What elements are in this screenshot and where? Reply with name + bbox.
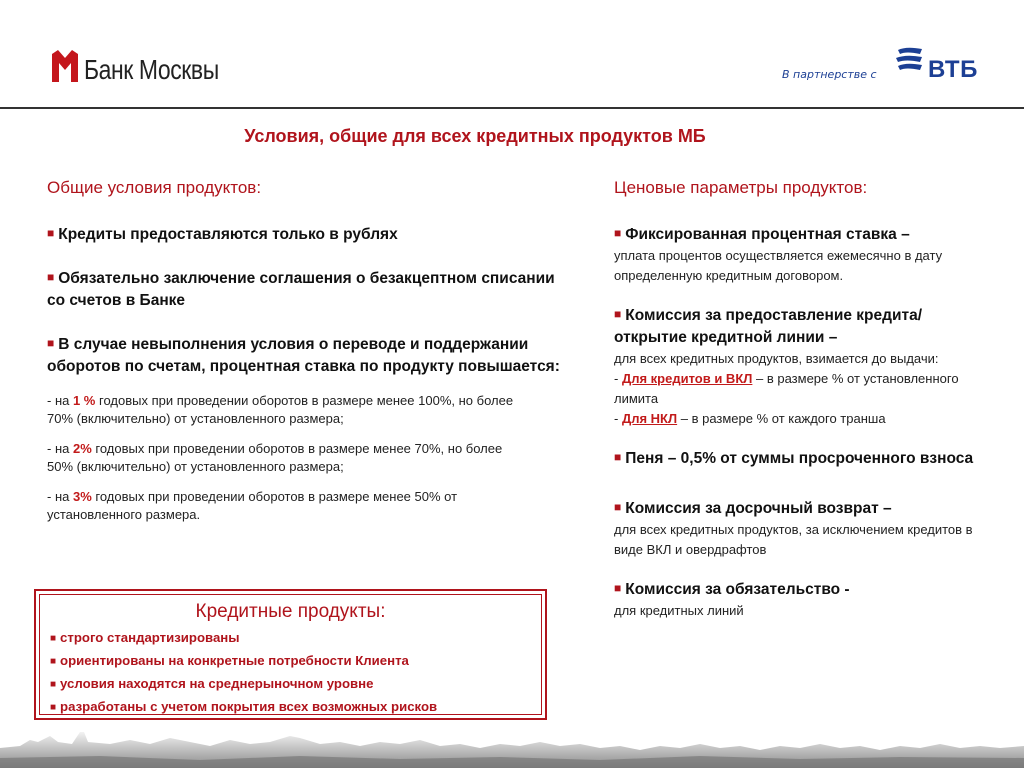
vtb-logo-text: ВТБ — [928, 56, 978, 83]
fixed-rate-item: ■ Фиксированная процентная ставка – уплата процентов осуществляется ежемесячно в дату определенную кредитным договором. — [614, 226, 943, 283]
bullet-square-icon: ■ — [47, 336, 55, 350]
bullet-square-icon: ■ — [614, 450, 622, 464]
slide-title: Условия, общие для всех кредитных продуктов МБ — [244, 126, 706, 146]
box-item: ■ строго стандартизированы — [50, 630, 240, 645]
pricing-parameters-heading: Ценовые параметры продуктов: — [614, 178, 868, 197]
box-item: ■ условия находятся на среднерыночном уровне — [50, 676, 374, 691]
bank-logo-text: Банк Москвы — [84, 54, 219, 85]
early-repayment-item: ■ Комиссия за досрочный возврат – для всех кредитных продуктов, за исключением кредитов в виде ВКЛ и овердрафтов — [614, 500, 973, 557]
city-skyline-image — [0, 722, 1024, 768]
vtb-logo-icon — [894, 46, 924, 74]
bullet-square-icon: ■ — [50, 633, 57, 644]
rate-increase-2: - на 2% годовых при проведении оборотов в размере менее 70%, но более 50% (включительно) от установленного размера; — [47, 441, 503, 474]
bullet-agreement: ■ Обязательно заключение соглашения о безакцептном списании со счетов в Банке — [47, 270, 555, 309]
pricing-parameters-section — [614, 178, 994, 638]
slide-header — [0, 0, 1024, 108]
rate-increase-1: - на 1 % годовых при проведении оборотов в размере менее 100%, но более 70% (включительно) от установленного размера; — [47, 393, 514, 426]
commitment-fee-item: ■ Комиссия за обязательство - для кредитных линий — [614, 581, 850, 618]
bullet-square-icon: ■ — [614, 500, 622, 514]
box-item: ■ ориентированы на конкретные потребности Клиента — [50, 653, 409, 668]
nkl-link: Для НКЛ — [621, 411, 678, 426]
general-conditions-heading: Общие условия продуктов: — [47, 178, 262, 197]
issue-commission-item: ■ Комиссия за предоставление кредита/открытие кредитной линии – для всех кредитных продуктов, взимается до выдачи: - Для кредитов и ВКЛ – в размере % от установленного лимита - Для НКЛ – в размере % от каждого транша — [614, 307, 959, 426]
bullet-square-icon: ■ — [50, 679, 57, 690]
bullet-square-icon: ■ — [614, 581, 622, 595]
bullet-rubles: ■ Кредиты предоставляются только в рублях — [47, 226, 398, 243]
credit-products-heading: Кредитные продукты: — [195, 601, 386, 622]
header-divider — [0, 107, 1024, 109]
bullet-square-icon: ■ — [47, 226, 55, 240]
credit-products-box — [34, 589, 547, 720]
bullet-square-icon: ■ — [50, 656, 57, 667]
bank-moscow-logo-icon — [52, 50, 78, 82]
bullet-square-icon: ■ — [47, 270, 55, 284]
box-item: ■ разработаны с учетом покрытия всех возможных рисков — [50, 699, 438, 714]
bullet-square-icon: ■ — [614, 307, 622, 321]
general-conditions-section — [47, 178, 567, 536]
penalty-item: ■ Пеня – 0,5% от суммы просроченного взноса — [614, 450, 974, 467]
rate-increase-3: - на 3% годовых при проведении оборотов в размере менее 50% от установленного размера. — [47, 489, 458, 522]
bullet-square-icon: ■ — [614, 226, 622, 240]
bullet-rate-increase: ■ В случае невыполнения условия о переводе и поддержании оборотов по счетам, процентная ставка по продукту повышается: — [47, 336, 560, 375]
bullet-square-icon: ■ — [50, 702, 57, 713]
partner-label: В партнерстве с — [782, 68, 877, 81]
credits-vkl-link: Для кредитов и ВКЛ — [621, 371, 753, 386]
